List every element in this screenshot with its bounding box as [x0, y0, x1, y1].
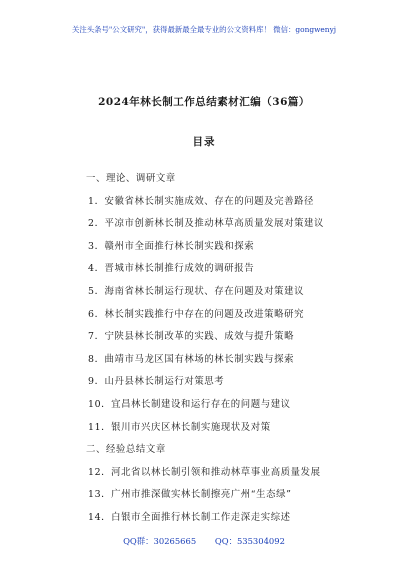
- toc-item: 2．平凉市创新林长制及推动林草高质量发展对策建议: [88, 218, 324, 230]
- toc-heading: 目录: [192, 136, 216, 148]
- toc-item: 4．晋城市林长制推行成效的调研报告: [88, 263, 255, 275]
- toc-item: 11．银川市兴庆区林长制实施现状及对策: [88, 421, 271, 433]
- toc-item: 12．河北省以林长制引领和推动林草事业高质量发展: [88, 466, 321, 478]
- toc-item: 9．山丹县林长制运行对策思考: [88, 376, 225, 388]
- qq-number-label: QQ：535304092: [214, 536, 285, 546]
- table-of-contents: [86, 172, 386, 534]
- document-title: 2024年林长制工作总结素材汇编（36篇）: [98, 96, 310, 108]
- toc-item: 13．广州市推深做实林长制擦亮广州“生态绿”: [88, 489, 292, 501]
- toc-item: 6．林长制实践推行中存在的问题及改进策略研究: [88, 308, 305, 320]
- toc-item: 3．赣州市全面推行林长制实践和探索: [88, 240, 255, 252]
- toc-item: 1．安徽省林长制实施成效、存在的问题及完善路径: [88, 195, 315, 207]
- footer-contact: [0, 535, 408, 547]
- qq-group-label: QQ群：30265665: [123, 536, 197, 546]
- toc-item: 10．宜昌林长制建设和运行存在的问题与建议: [88, 398, 291, 410]
- toc-item: 5．海南省林长制运行现状、存在问题及对策建议: [88, 285, 305, 297]
- toc-section-heading: 二、经验总结文章: [86, 444, 166, 456]
- toc-section-heading: 一、理论、调研文章: [86, 173, 176, 184]
- toc-item: 8．曲靖市马龙区国有林场的林长制实践与探索: [88, 353, 295, 365]
- toc-item: 14．白银市全面推行林长制工作走深走实综述: [88, 511, 291, 523]
- header-watermark-note: 关注头条号"公文研究"，获得最新最全最专业的公文资料库！ 微信：gongwenyj: [71, 25, 337, 34]
- toc-item: 7．宁陕县林长制改革的实践、成效与提升策略: [88, 331, 295, 343]
